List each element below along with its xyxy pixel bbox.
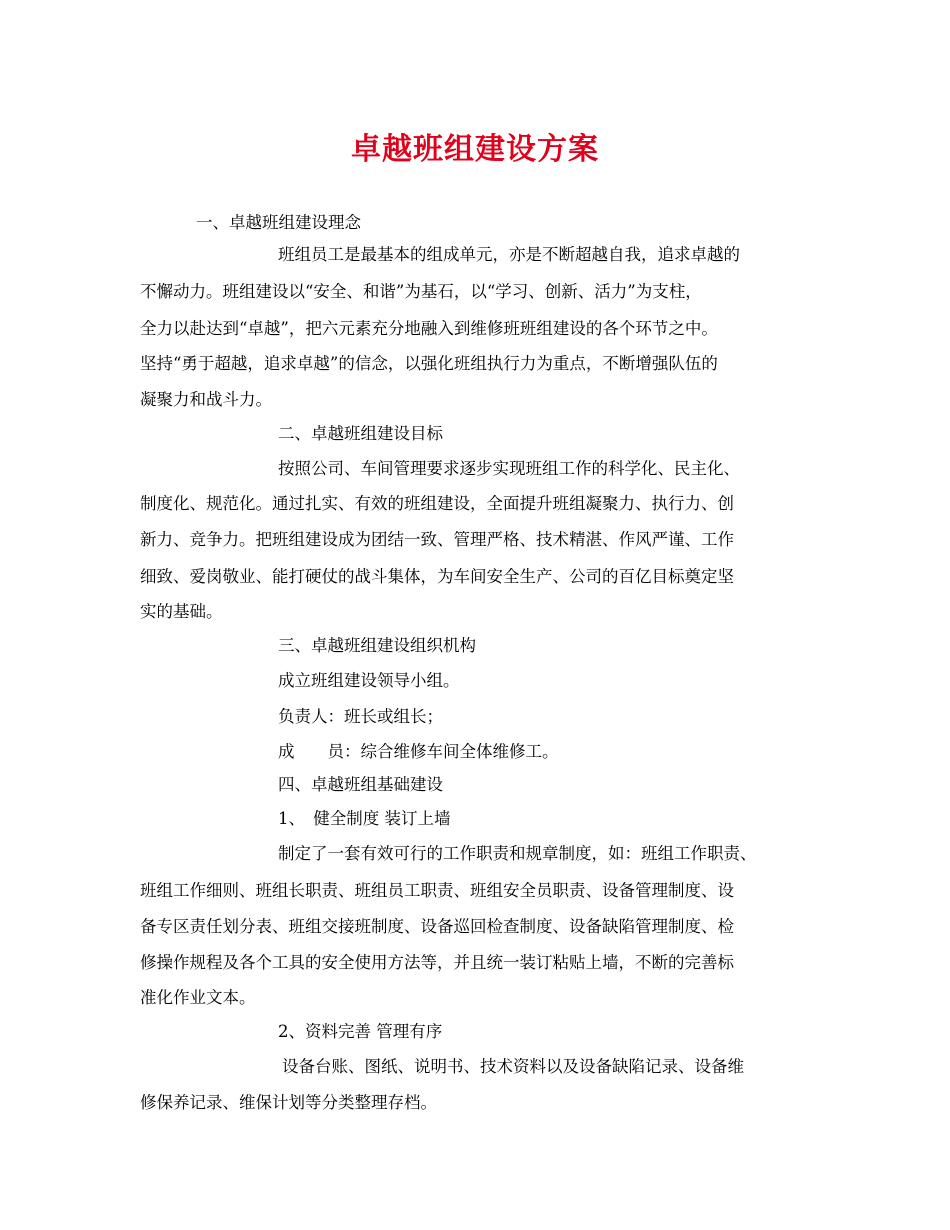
paragraph-line: 备专区责任划分表、班组交接班制度、设备巡回检查制度、设备缺陷管理制度、检: [140, 917, 734, 936]
paragraph-line: 不懈动力。班组建设以“安全、和谐”为基石，以“学习、创新、活力”为支柱，: [140, 282, 702, 301]
paragraph-line: 全力以赴达到“卓越”，把六元素充分地融入到维修班班组建设的各个环节之中。: [140, 319, 718, 338]
paragraph-line: 凝聚力和战斗力。: [140, 390, 272, 409]
paragraph-line: 制定了一套有效可行的工作职责和规章制度，如：班组工作职责、: [278, 844, 757, 863]
paragraph-line: 细致、爱岗敬业、能打硬仗的战斗集体，为车间安全生产、公司的百亿目标奠定坚: [140, 567, 734, 586]
page-title: 卓越班组建设方案: [351, 132, 599, 167]
paragraph-line: 准化作业文本。: [140, 988, 256, 1007]
paragraph-line: 修保养记录、维保计划等分类整理存档。: [140, 1093, 437, 1112]
paragraph-line: 修操作规程及各个工具的安全使用方法等，并且统一装订粘贴上墙，不断的完善标: [140, 953, 734, 972]
section-heading-2: 二、卓越班组建设目标: [278, 424, 443, 443]
paragraph-line: 制度化、规范化。通过扎实、有效的班组建设，全面提升班组凝聚力、执行力、创: [140, 494, 734, 513]
paragraph-line: 实的基础。: [140, 602, 223, 621]
section-heading-3: 三、卓越班组建设组织机构: [278, 636, 476, 655]
paragraph-line: 班组员工是最基本的组成单元，亦是不断超越自我，追求卓越的: [278, 245, 740, 264]
section-heading-1: 一、卓越班组建设理念: [196, 213, 361, 232]
section-heading-4: 四、卓越班组基础建设: [278, 775, 443, 794]
paragraph-line: 负责人：班长或组长；: [278, 707, 443, 726]
paragraph-line: 新力、竞争力。把班组建设成为团结一致、管理严格、技术精湛、作风严谨、工作: [140, 530, 734, 549]
subsection-heading-2: 2、资料完善 管理有序: [278, 1022, 443, 1041]
paragraph-line: 成立班组建设领导小组。: [278, 671, 460, 690]
subsection-heading-1: 1、 健全制度 装订上墙: [278, 809, 451, 828]
paragraph-line: 设备台账、图纸、说明书、技术资料以及设备缺陷记录、设备维: [282, 1057, 744, 1076]
paragraph-line: 坚持“勇于超越，追求卓越”的信念，以强化班组执行力为重点，不断增强队伍的: [140, 354, 718, 373]
paragraph-line: 按照公司、车间管理要求逐步实现班组工作的科学化、民主化、: [278, 459, 740, 478]
paragraph-line: 成 员：综合维修车间全体维修工。: [278, 742, 559, 761]
paragraph-line: 班组工作细则、班组长职责、班组员工职责、班组安全员职责、设备管理制度、设: [140, 881, 734, 900]
